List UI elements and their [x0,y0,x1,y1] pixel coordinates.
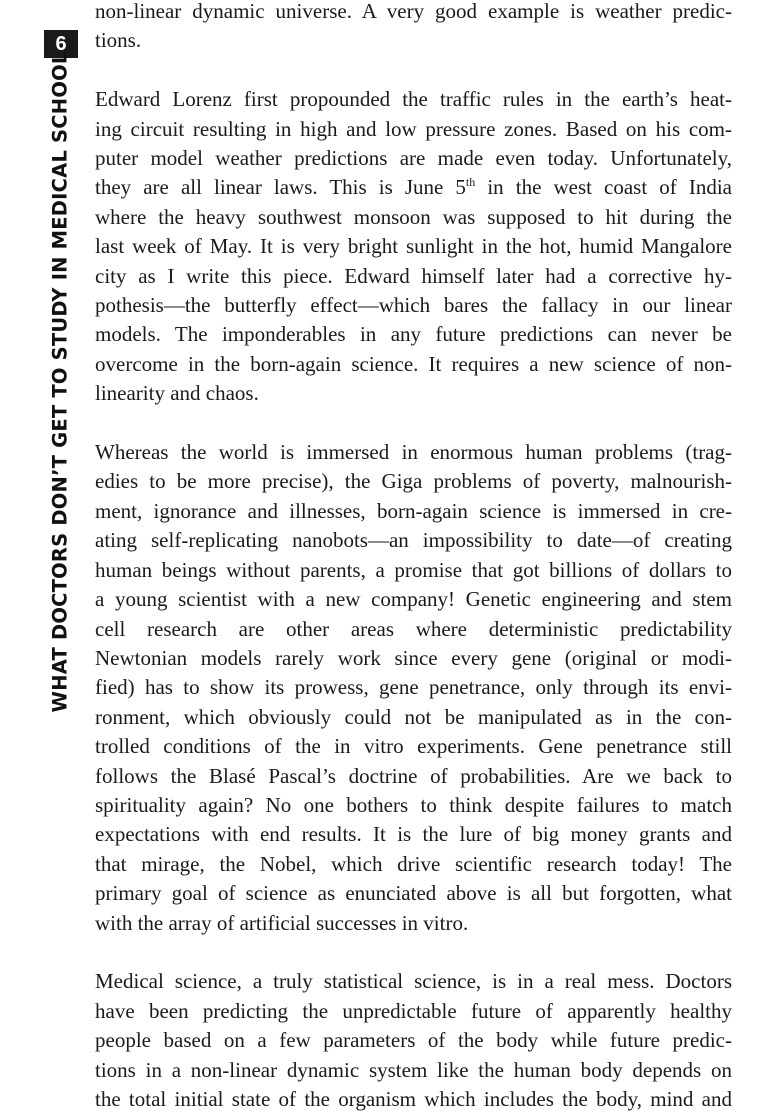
body-text [95,0,732,1114]
text-line: primary goal of science as enunciated above is all but forgotten, what [95,881,732,906]
text-segment: in the west coast of India [475,175,732,200]
paragraph-2 [95,85,732,408]
text-line: Medical science, a truly statistical science, is in a real mess. Doctors [95,969,732,994]
text-line: Whereas the world is immersed in enormous human problems (trag- [95,440,732,465]
page-number: 6 [44,30,78,58]
text-line: with the array of artificial successes in vitro. [95,910,469,935]
text-line: ing circuit resulting in high and low pressure zones. Based on his com- [95,116,732,141]
text-line: Edward Lorenz first propounded the traffic rules in the earth’s heat- [95,87,732,112]
text-line: city as I write this piece. Edward himself later had a corrective hy- [95,263,732,288]
text-line: ronment, which obviously could not be manipulated as in the con- [95,704,732,729]
text-line: models. The imponderables in any future predictions can never be [95,322,732,347]
text-line: ating self-replicating nanobots—an impossibility to date—of creating [95,528,732,553]
text-line: Newtonian models rarely work since every gene (original or modi- [95,645,732,670]
text-line: a young scientist with a new company! Genetic engineering and stem [95,587,732,612]
text-line: ment, ignorance and illnesses, born-again science is immersed in cre- [95,498,732,523]
text-line: non-linear dynamic universe. A very good example is weather predic- [95,0,732,23]
text-line: spirituality again? No one bothers to think despite failures to match [95,792,732,817]
text-line: have been predicting the unpredictable future of apparently healthy [95,998,732,1023]
text-line: follows the Blasé Pascal’s doctrine of probabilities. Are we back to [95,763,732,788]
text-line: tions. [95,28,142,53]
text-segment: they are all linear laws. This is June 5 [95,175,466,200]
text-line: fied) has to show its prowess, gene penetrance, only through its envi- [95,675,732,700]
text-line: people based on a few parameters of the body while future predic- [95,1028,732,1053]
text-line: overcome in the born-again science. It requires a new science of non- [95,351,732,376]
text-line: that mirage, the Nobel, which drive scientific research today! The [95,851,732,876]
text-line: last week of May. It is very bright sunlight in the hot, humid Mangalore [95,234,732,259]
paragraph-4 [95,967,732,1114]
text-line: trolled conditions of the in vitro experiments. Gene penetrance still [95,734,732,759]
text-line: pothesis—the butterfly effect—which bares the fallacy in our linear [95,293,732,318]
text-line: linearity and chaos. [95,381,259,406]
text-line: human beings without parents, a promise that got billions of dollars to [95,557,732,582]
text-line [95,173,732,202]
text-line: the total initial state of the organism which includes the body, mind and [95,1086,732,1111]
text-line: cell research are other areas where deterministic predictability [95,616,732,641]
paragraph-1 [95,0,732,56]
text-line: puter model weather predictions are made even today. Unfortunately, [95,146,732,171]
text-line: expectations with end results. It is the lure of big money grants and [95,822,732,847]
text-line: tions in a non-linear dynamic system like the human body depends on [95,1057,732,1082]
text-line: where the heavy southwest monsoon was supposed to hit during the [95,204,732,229]
ordinal-superscript: th [465,175,476,190]
paragraph-3 [95,438,732,938]
text-line: edies to be more precise), the Giga problems of poverty, malnourish- [95,469,732,494]
running-head-text: WHAT DOCTORS DON’T GET TO STUDY IN MEDICAL SCHOOL [48,51,72,713]
